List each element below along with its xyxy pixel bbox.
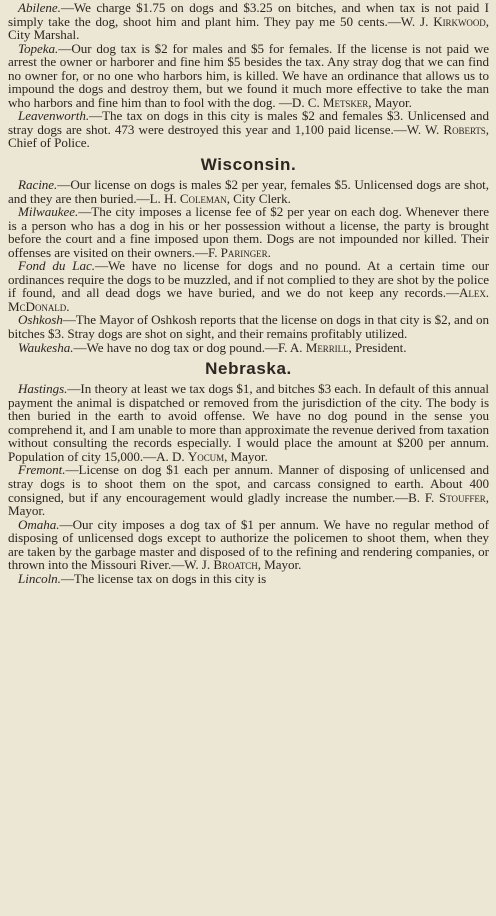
place-name: Fond du Lac. xyxy=(18,258,95,274)
section-heading-wisconsin: Wisconsin. xyxy=(200,155,297,175)
signature-title: , President. xyxy=(348,339,407,355)
signature: Stouffer xyxy=(439,489,486,505)
place-name: Fremont. xyxy=(18,462,66,478)
entry-oshkosh xyxy=(8,313,489,340)
entry-milwaukee xyxy=(8,205,489,259)
entry-abilene xyxy=(8,1,489,42)
signature: Metsker xyxy=(322,94,369,110)
place-name: Waukesha. xyxy=(18,339,74,355)
signature-title: , Mayor. xyxy=(257,557,302,573)
place-name: Racine. xyxy=(18,177,58,193)
signature: Alex. McDonald xyxy=(8,285,489,314)
entry-fremont xyxy=(8,463,489,517)
entry-fond-du-lac xyxy=(8,259,489,313)
entry-hastings xyxy=(8,382,489,463)
signature: Merrill xyxy=(305,339,349,355)
entry-text: —We charge $1.75 on dogs and $3.25 on bitches, and when tax is not paid I simply take the dog, shoot him and plant him. They pay me 50 cents.—W. J. xyxy=(8,0,489,29)
entry-text: —We have no license for dogs and no pound. At a certain time our ordinances require the dogs to be muzzled, and if not complied to they are shot by the police if found, and all dead dogs we have buried, and we do not keep any records.— xyxy=(8,258,489,301)
place-name: Milwaukee. xyxy=(18,204,79,220)
signature: Yocum xyxy=(187,448,225,464)
entry-topeka xyxy=(8,42,489,110)
signature: Coleman xyxy=(179,190,227,206)
entry-text: —Our dog tax is $2 for males and $5 for females. If the license is not paid we arrest the owner or harborer and fine him $5 besides the tax. Any stray dog that we can find no owner for, or no one who harbors him, is killed. We have an ordinance that allows us to impound the dogs and destroy them, but we found it much more effective to take the man who harbors and fine him than to fool with the dog. —D. C. xyxy=(8,40,489,110)
signature-title: , Mayor. xyxy=(8,489,489,519)
entry-text: —The tax on dogs in this city is males $2 and females $3. Unlicensed and stray dogs are shot. 473 were destroyed this year and 1,100 paid license.—W. W. xyxy=(8,108,489,137)
place-name: Leavenworth. xyxy=(18,108,90,124)
place-name: Omaha. xyxy=(18,516,60,532)
entry-text: —Our city imposes a dog tax of $1 per annum. We have no regular method of disposing of unlicensed dogs except to authorize the policemen to shoot them, when they are taken by the garbage master and disposed of to the refining and rendering companies, or thrown into the Missouri River.—W. J. xyxy=(8,516,489,573)
place-name: Lincoln. xyxy=(18,570,61,586)
signature: Broatch xyxy=(213,557,258,573)
signature-title: , Mayor. xyxy=(224,448,268,464)
entry-racine xyxy=(8,178,489,205)
entry-text: —The city imposes a license fee of $2 per year on each dog. Whenever there is a person who has a dog in his or her possession without a license, the party is brought before the court and a fine imposed upon them. Dogs are not impounded nor killed. Their offenses are visited on their owners.—F. xyxy=(8,204,489,260)
signature-title: . xyxy=(267,244,271,260)
signature-title: , Chief of Police. xyxy=(8,121,489,151)
entry-text: —The license tax on dogs in this city is xyxy=(60,570,267,586)
entry-omaha xyxy=(8,518,489,572)
entry-text: —We have no dog tax or dog pound.—F. A. xyxy=(73,339,306,355)
signature-title: , City Marshal. xyxy=(8,13,489,43)
entry-lincoln xyxy=(8,572,489,586)
entry-text: —The Mayor of Oshkosh reports that the license on dogs in that city is $2, and on bitches $3. Stray dogs are shot on sight, and their remains profitably utilized. xyxy=(8,312,489,342)
entry-leavenworth xyxy=(8,109,489,150)
section-heading-nebraska: Nebraska. xyxy=(205,359,292,379)
place-name: Abilene. xyxy=(18,0,61,15)
signature: Kirkwood xyxy=(433,13,486,29)
entry-text: —Our license on dogs is males $2 per year, females $5. Unlicensed dogs are shot, and they are then buried.—L. H. xyxy=(8,177,489,206)
signature-title: , Mayor. xyxy=(368,94,412,110)
signature-title: . xyxy=(66,298,70,314)
place-name: Topeka. xyxy=(18,40,59,56)
signature: Paringer xyxy=(220,244,268,260)
entry-waukesha xyxy=(8,341,489,355)
place-name: Hastings. xyxy=(18,381,68,397)
entry-text: —In theory at least we tax dogs $1, and bitches $3 each. In default of this annual payment the animal is dispatched or removed from the jurisdiction of the city. The body is then buried in the earth to avoid offense. We have no dog pound in the sense you comprehend it, and I am unable to more than approximate the revenue derived from taxation without consulting the records especially. I would place the amount at $200 per annum. Population of city 15,000.—A. D. xyxy=(8,381,489,464)
signature-title: , City Clerk. xyxy=(226,190,291,206)
signature: Roberts xyxy=(443,121,486,137)
entry-text: —License on dog $1 each per annum. Manner of disposing of unlicensed and stray dogs is to shoot them on the spot, and carcass consigned to earth. About 400 consigned, but if any encouragement would gladly increase the number.—B. F. xyxy=(8,462,489,505)
place-name: Oshkosh xyxy=(18,312,63,328)
